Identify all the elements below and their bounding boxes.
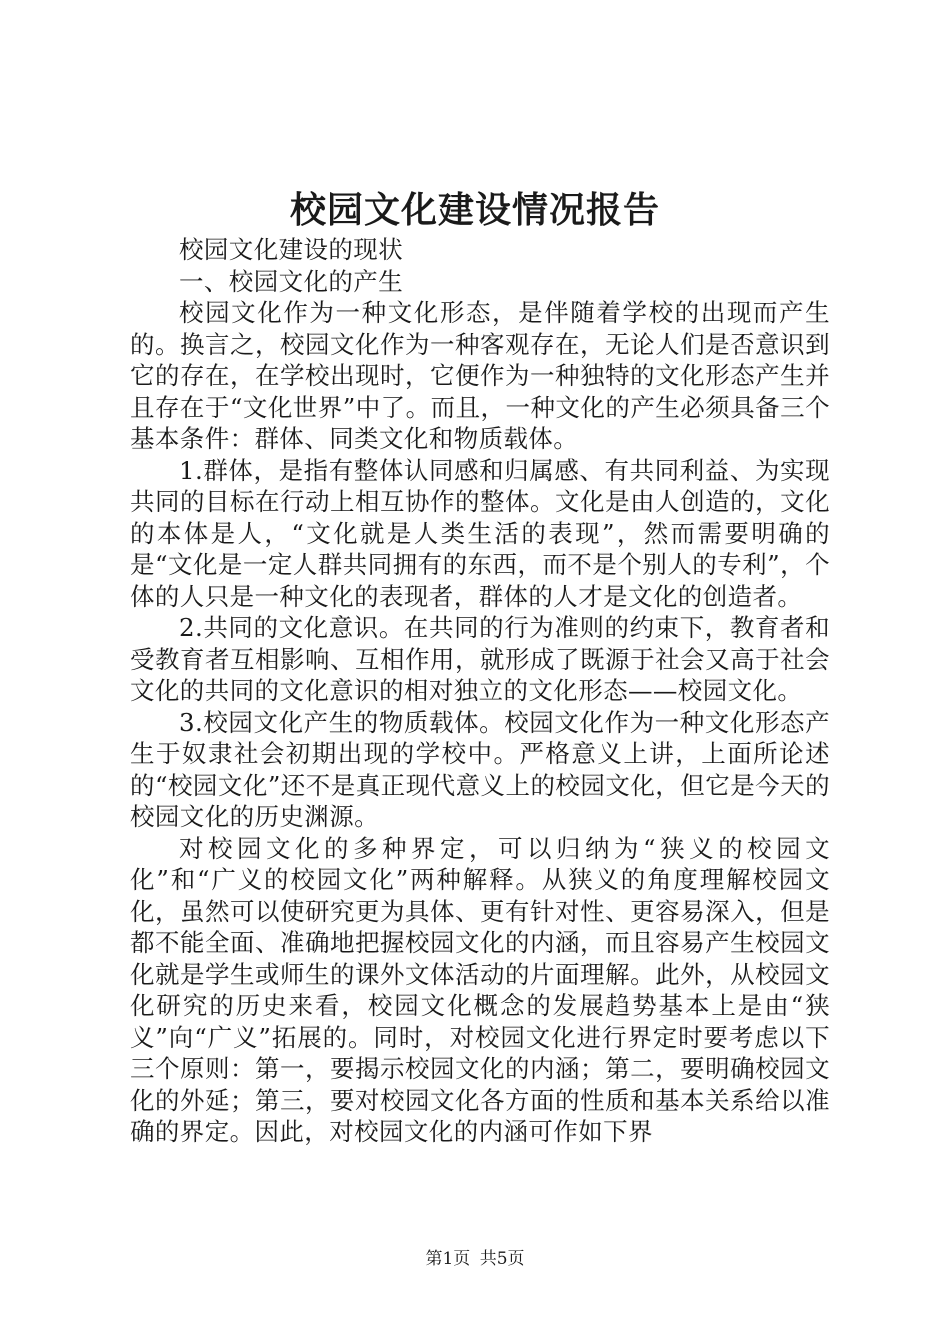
- subsection-heading: 一、校园文化的产生: [179, 266, 404, 296]
- body-paragraph: 2.共同的文化意识。在共同的行为准则的约束下，教育者和受教育者互相影响、互相作用，就形成了既源于社会又高于社会文化的共同的文化意识的相对独立的文化形态——校园文化。: [130, 613, 830, 705]
- body-paragraph: 1.群体，是指有整体认同感和归属感、有共同利益、为实现共同的目标在行动上相互协作的整体。文化是由人创造的，文化的本体是人，“文化就是人类生活的表现”，然而需要明确的是“文化是一定人群共同拥有的东西，而不是个别人的专利”，个体的人只是一种文化的表现者，群体的人才是文化的创造者。: [130, 455, 830, 611]
- document-body: [130, 234, 830, 1148]
- body-paragraph: 3.校园文化产生的物质载体。校园文化作为一种文化形态产生于奴隶社会初期出现的学校中。严格意义上讲，上面所论述的“校园文化”还不是真正现代意义上的校园文化，但它是今天的校园文化的历史渊源。: [130, 707, 830, 831]
- section-heading: 校园文化建设的现状: [179, 235, 404, 264]
- body-paragraph: 对校园文化的多种界定，可以归纳为“狭义的校园文化”和“广义的校园文化”两种解释。从狭义的角度理解校园文化，虽然可以使研究更为具体、更有针对性、更容易深入，但是都不能全面、准确地把握校园文化的内涵，而且容易产生校园文化就是学生或师生的课外文体活动的片面理解。此外，从校园文化研究的历史来看，校园文化概念的发展趋势基本上是由“狭义”向“广义”拓展的。同时，对校园文化进行界定时要考虑以下三个原则：第一，要揭示校园文化的内涵；第二，要明确校园文化的外延；第三，要对校园文化各方面的性质和基本关系给以准确的界定。因此，对校园文化的内涵可作如下界: [130, 833, 830, 1146]
- body-paragraph: 校园文化作为一种文化形态，是伴随着学校的出现而产生的。换言之，校园文化作为一种客观存在，无论人们是否意识到它的存在，在学校出现时，它便作为一种独特的文化形态产生并且存在于“文化世界”中了。而且，一种文化的产生必须具备三个基本条件：群体、同类文化和物质载体。: [130, 298, 830, 453]
- page-total: 共5页: [479, 1249, 525, 1269]
- page-number: 第1页: [425, 1249, 471, 1269]
- page-footer: [0, 1244, 950, 1269]
- document-title: 校园文化建设情况报告: [289, 189, 660, 231]
